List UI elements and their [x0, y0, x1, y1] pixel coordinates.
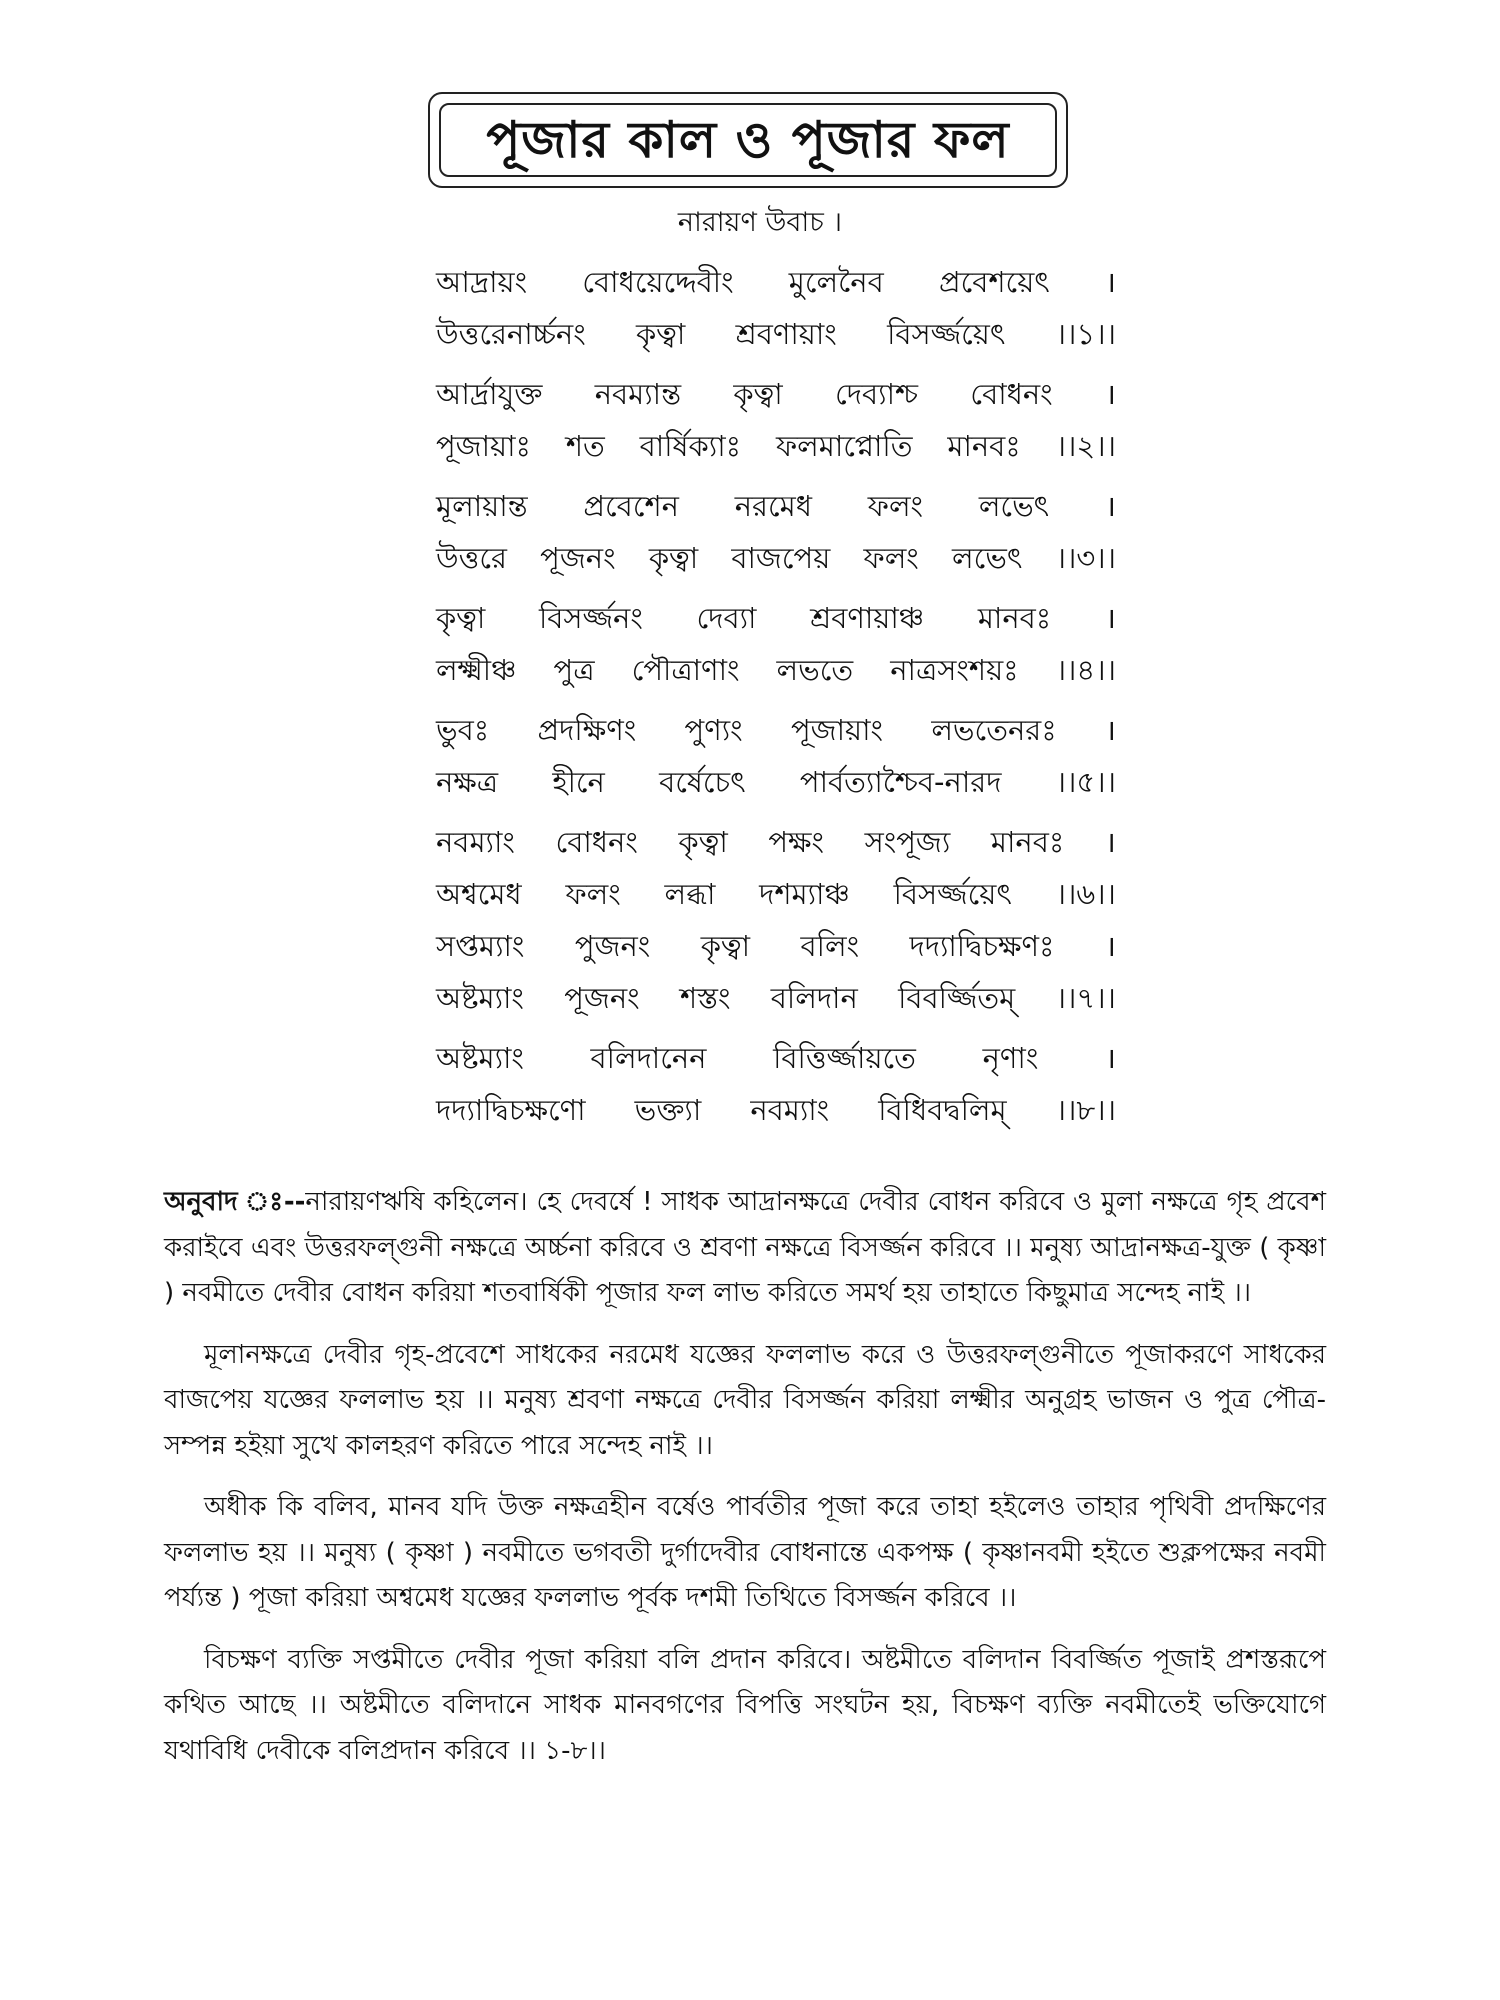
verse-word: সংপূজ্য [864, 825, 951, 859]
translation-paragraph [164, 1485, 1326, 1622]
verse-word: বিসর্জ্জনং [539, 601, 643, 635]
verse-word: শস্তং [679, 981, 731, 1015]
verse-word: বিবর্জ্জিতম্ [898, 981, 1016, 1015]
verse-word: অষ্টম্যাং [436, 981, 524, 1015]
verse-word: লভেৎ [978, 489, 1050, 523]
verse-word: । [1104, 929, 1116, 963]
verse-word: পুত্র [553, 653, 595, 687]
verse-stanza [436, 816, 1116, 1024]
verse-line [436, 532, 1116, 584]
verse-word: বলিদান [770, 981, 858, 1015]
verse-word: কৃত্বা [678, 825, 728, 859]
verse-word: অষ্টম্যাং [436, 1041, 524, 1075]
verse-word: নক্ষত্র [436, 765, 499, 799]
verse-line [436, 420, 1116, 472]
verse-word: লব্ধা [664, 877, 716, 911]
verse-word: পুণ্যং [684, 713, 743, 747]
verse-word: পৌত্রাণাং [631, 653, 740, 687]
verse-word: বিসর্জ্জয়েৎ [887, 317, 1006, 351]
verse-word: মুলেনৈব [788, 265, 884, 299]
verse-word: মানবঃ [990, 825, 1065, 859]
verse-word: দদ্যাদ্বিচক্ষণো [436, 1093, 586, 1127]
stanza-gap [436, 696, 1116, 704]
verse-word: প্রবেশেন [583, 489, 679, 523]
verse-word: ভক্ত্যা [634, 1093, 702, 1127]
verse-word: বলিদানেন [590, 1041, 707, 1075]
verse-word: লভতে [776, 653, 854, 687]
verse-stanza [436, 368, 1116, 472]
verse-word: কৃত্বা [733, 377, 783, 411]
translation-paragraph [164, 1638, 1326, 1775]
verse-word: পূজনং [540, 541, 616, 575]
verse-word: নবম্যাং [750, 1093, 830, 1127]
verse-word: ।।৮।। [1055, 1093, 1116, 1127]
verse-line [436, 1032, 1116, 1084]
verse-word: বোধয়েদ্দেবীং [582, 265, 734, 299]
translation-label: অনুবাদ ঃ-- [164, 1187, 306, 1217]
verse-line [436, 920, 1116, 972]
verse-word: নবম্যাং [436, 825, 515, 859]
verse-word: ফলং [867, 489, 924, 523]
verse-word: লভেৎ [952, 541, 1023, 575]
verse-line [436, 816, 1116, 868]
verse-word: পূজনং [564, 981, 640, 1015]
verse-line [436, 592, 1116, 644]
verse-word: ।।৫।। [1055, 765, 1116, 799]
translation-block [164, 1180, 1326, 1790]
stanza-gap [436, 584, 1116, 592]
verse-word: বোধনং [555, 825, 638, 859]
page-title: পূজার কাল ও পূজার ফল [486, 111, 1010, 169]
verse-word: বর্ষেচেৎ [659, 765, 746, 799]
verse-word: । [1104, 377, 1116, 411]
verse-line [436, 256, 1116, 308]
verse-word: । [1104, 489, 1116, 523]
verse-word: মূলায়ান্ত [436, 489, 528, 523]
verse-word: মানবঃ [947, 429, 1021, 463]
verse-word: দশম্যাঞ্চ [759, 877, 850, 911]
verse-word: বিসর্জ্জয়েৎ [893, 877, 1012, 911]
verse-line [436, 644, 1116, 696]
verse-line [436, 308, 1116, 360]
translation-text: বিচক্ষণ ব্যক্তি সপ্তমীতে দেবীর পূজা করিয়া বলি প্রদান করিবে। অষ্টমীতে বলিদান বিবর্জ্জিত পূজাই প্রশস্তরূপে কথিত আছে ।। অষ্টমীতে বলিদানে সাধক মানবগণের বিপত্তি সংঘটন হয়, বিচক্ষণ ব্যক্তি নবমীতেই ভক্তিযোগে যথাবিধি দেবীকে বলিপ্রদান করিবে ।। ১-৮।। [164, 1644, 1326, 1766]
verse-word: । [1104, 265, 1116, 299]
verse-word: প্রবেশয়েৎ [938, 265, 1050, 299]
verse-word: ।।৬।। [1055, 877, 1116, 911]
verse-word: ।।৭।। [1055, 981, 1116, 1015]
verse-word: দদ্যাদ্বিচক্ষণঃ [909, 929, 1055, 963]
verse-word: পুজনং [574, 929, 651, 963]
verse-word: । [1104, 601, 1116, 635]
verse-word: উত্তরেনার্চ্চনং [436, 317, 586, 351]
verse-line [436, 1084, 1116, 1136]
title-frame-inner [439, 103, 1057, 177]
verse-word: ভুবঃ [436, 713, 490, 747]
verse-word: ফলমাপ্নোতি [775, 429, 913, 463]
verse-word: । [1104, 1041, 1116, 1075]
verse-word: উত্তরে [436, 541, 507, 575]
translation-paragraph [164, 1180, 1326, 1317]
verse-word: দেব্যাশ্চ [835, 377, 918, 411]
verse-line [436, 704, 1116, 756]
verse-word: কৃত্বা [700, 929, 751, 963]
title-frame [428, 92, 1068, 188]
translation-text: মূলানক্ষত্রে দেবীর গৃহ-প্রবেশে সাধকের নরমেধ যজ্ঞের ফললাভ করে ও উত্তরফল্গুনীতে পূজাকরণে সাধকের বাজপেয় যজ্ঞের ফললাভ হয় ।। মনুষ্য শ্রবণা নক্ষত্রে দেবীর বিসর্জ্জন করিয়া লক্ষ্মীর অনুগ্রহ ভাজন ও পুত্র পৌত্র-সম্পন্ন হইয়া সুখে কালহরণ করিতে পারে সন্দেহ নাই ।। [164, 1339, 1326, 1461]
translation-text: অধীক কি বলিব, মানব যদি উক্ত নক্ষত্রহীন বর্ষেও পার্বতীর পূজা করে তাহা হইলেও তাহার পৃথিবী প্রদক্ষিণের ফললাভ হয় ।। মনুষ্য ( কৃষ্ণা ) নবমীতে ভগবতী দুর্গাদেবীর বোধনান্তে একপক্ষ ( কৃষ্ণানবমী হইতে শুক্লপক্ষের নবমী পর্য্যন্ত ) পূজা করিয়া অশ্বমেধ যজ্ঞের ফললাভ পূর্বক দশমী তিথিতে বিসর্জ্জন করিবে ।। [164, 1492, 1326, 1613]
verse-word: কৃত্বা [648, 541, 699, 575]
verse-word: লভতেনরঃ [931, 713, 1057, 747]
translation-paragraph [164, 1333, 1326, 1470]
verse-word: ফলং [565, 877, 621, 911]
verse-word: নবম্যান্ত [594, 377, 682, 411]
verse-word: নৃণাং [982, 1041, 1039, 1075]
stanza-gap [436, 1024, 1116, 1032]
verse-line [436, 480, 1116, 532]
verse-word: মানবঃ [977, 601, 1052, 635]
verse-word: বিত্তির্জ্জায়তে [773, 1041, 916, 1075]
verse-word: ।।২।। [1055, 429, 1116, 463]
verse-word: লক্ষ্মীঞ্চ [436, 653, 517, 687]
verse-word: । [1105, 713, 1116, 747]
verse-word: শ্রবণায়াং [735, 317, 837, 351]
verse-word: বার্ষিক্যাঃ [639, 429, 742, 463]
verse-word: আদ্রায়ং [436, 265, 528, 299]
stanza-gap [436, 808, 1116, 816]
verse-word: বোধনং [970, 377, 1053, 411]
verse-word: । [1104, 825, 1116, 859]
verse-word: সপ্তম্যাং [436, 929, 525, 963]
verse-word: শত [565, 429, 605, 463]
verse-word: দেব্যা [696, 601, 757, 635]
verse-line [436, 972, 1116, 1024]
verse-word: হীনে [552, 765, 605, 799]
verse-word: পূজায়াঃ [436, 429, 531, 463]
verse-word: অশ্বমেধ [436, 877, 522, 911]
verse-word: শ্রবণায়াঞ্চ [810, 601, 925, 635]
verse-word: বিধিবদ্বলিম্ [878, 1093, 1007, 1127]
verse-word: ফলং [863, 541, 919, 575]
verse-stanza [436, 592, 1116, 696]
verse-word: ।।৪।। [1055, 653, 1116, 687]
verse-word: কৃত্বা [436, 601, 486, 635]
verse-word: ।।১।। [1055, 317, 1116, 351]
verse-word: বলিং [800, 929, 860, 963]
verse-line [436, 756, 1116, 808]
verse-word: বাজপেয় [731, 541, 831, 575]
stanza-gap [436, 360, 1116, 368]
verse-word: পূজায়াং [790, 713, 884, 747]
verse-stanza [436, 480, 1116, 584]
translation-text: নারায়ণঋষি কহিলেন। হে দেবর্ষে ! সাধক আদ্রানক্ষত্রে দেবীর বোধন করিবে ও মুলা নক্ষত্রে গৃহ প্রবেশ করাইবে এবং উত্তরফল্গুনী নক্ষত্রে অর্চ্চনা করিবে ও শ্রবণা নক্ষত্রে বিসর্জ্জন করিবে ।। মনুষ্য আদ্রানক্ষত্র-যুক্ত ( কৃষ্ণা ) নবমীতে দেবীর বোধন করিয়া শতবার্ষিকী পূজার ফল লাভ করিতে সমর্থ হয় তাহাতে কিছুমাত্র সন্দেহ নাই ।। [164, 1187, 1326, 1308]
verse-word: পক্ষং [768, 825, 825, 859]
verse-word: আর্দ্রাযুক্ত [436, 377, 543, 411]
verse-word: নরমেধ [734, 489, 812, 523]
verses-block [436, 256, 1116, 1136]
verse-word: ।।৩।। [1055, 541, 1116, 575]
verse-word: পার্বত্যাশ্চৈব-নারদ [799, 765, 1002, 799]
stanza-gap [436, 472, 1116, 480]
verse-line [436, 868, 1116, 920]
verse-line [436, 368, 1116, 420]
verse-word: কৃত্বা [636, 317, 686, 351]
verse-word: নাত্রসংশয়ঃ [890, 653, 1019, 687]
verse-stanza [436, 704, 1116, 808]
verse-stanza [436, 256, 1116, 360]
speaker-line: নারায়ণ উবাচ । [677, 207, 843, 238]
verse-word: প্রদক্ষিণং [537, 713, 637, 747]
verse-stanza [436, 1032, 1116, 1136]
